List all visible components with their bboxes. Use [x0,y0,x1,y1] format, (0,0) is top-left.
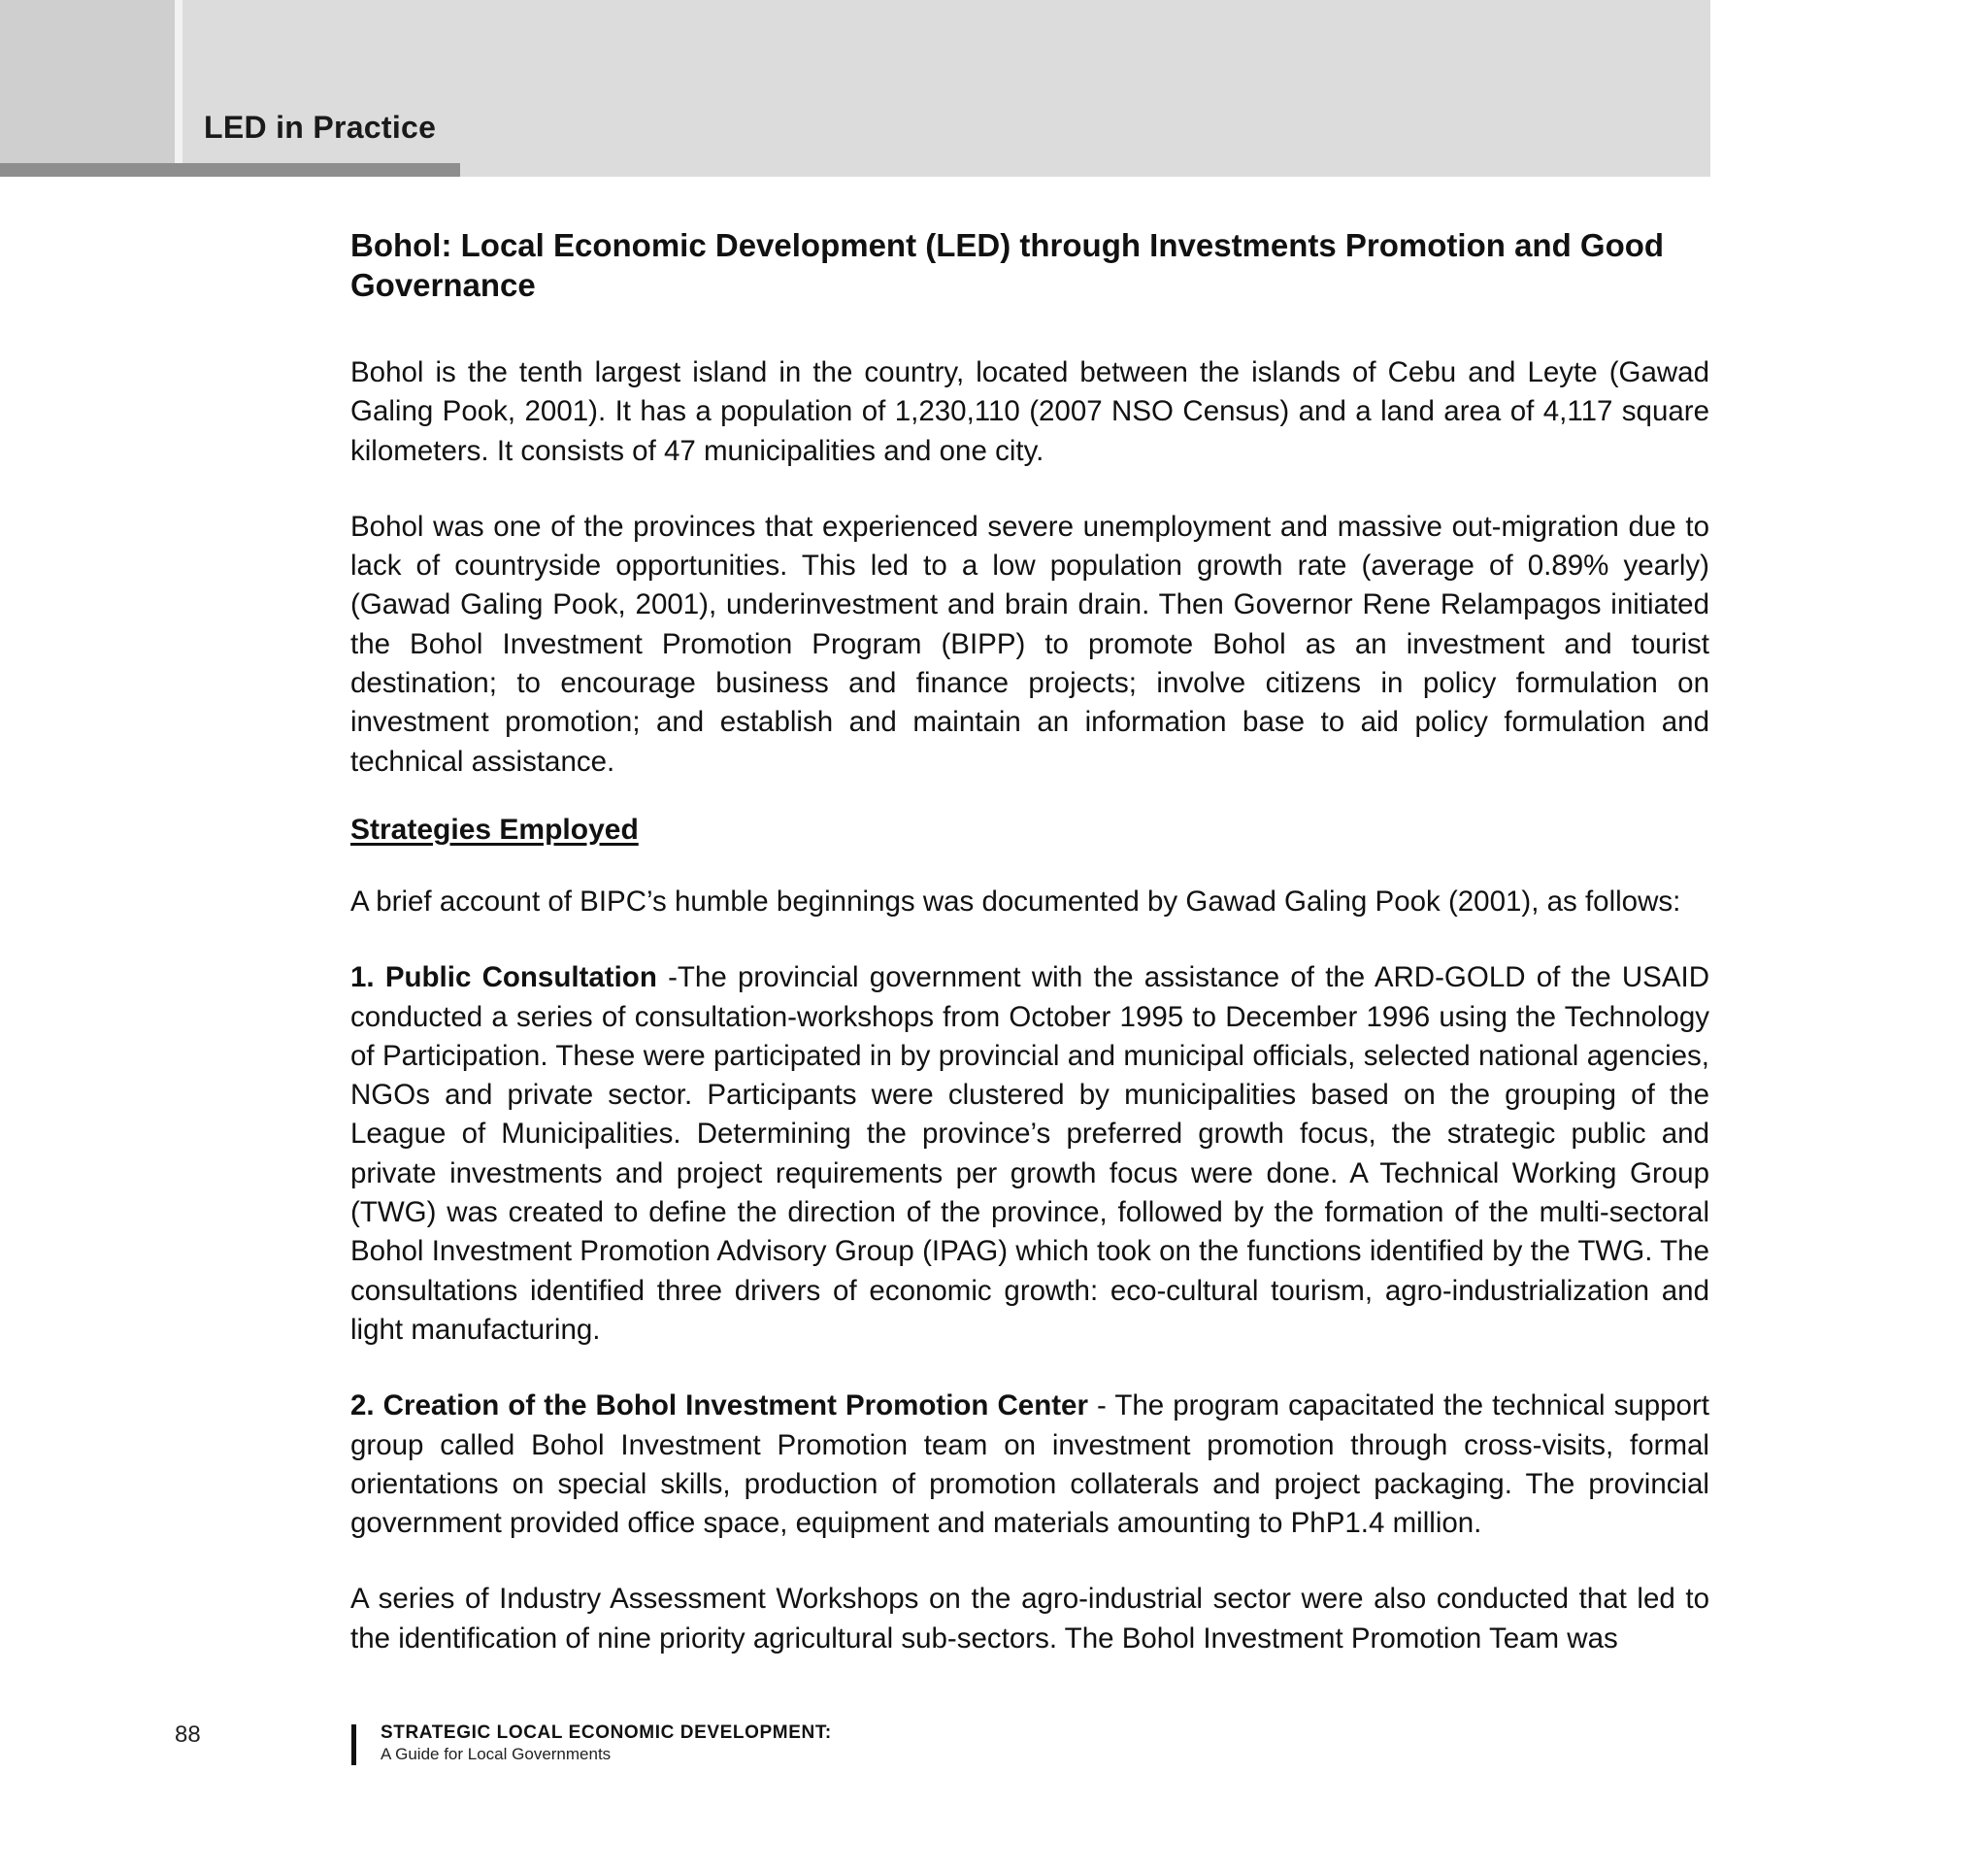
article-title: Bohol: Local Economic Development (LED) through Investments Promotion and Good Governance [350,227,1665,303]
footer-book-title: STRATEGIC LOCAL ECONOMIC DEVELOPMENT: [381,1722,832,1743]
page-number: 88 [175,1722,201,1748]
article-body [350,225,1709,1695]
list-item-lead: 2. Creation of the Bohol Investment Promotion Center [350,1389,1088,1422]
paragraph-industry-assessment: A series of Industry Assessment Workshops on the agro-industrial sector were also conducted that led to the identification of nine priority agricultural sub-sectors. The Bohol Investment Promotion Team was [350,1583,1709,1655]
footer-book-subtitle: A Guide for Local Governments [381,1745,612,1763]
list-item-lead: 1. Public Consultation [350,961,657,994]
header-band [0,0,1710,177]
section-label: LED in Practice [204,110,437,145]
list-item-promotion-center [350,1387,1709,1543]
paragraph-intro-geography: Bohol is the tenth largest island in the country, located between the islands of Cebu and Leyte (Gawad Galing Pook, 2001). It has a population of 1,230,110 (2007 NSO Census) and a land area of 4,117 square kilometers. It consists of 47 municipalities and one city. [350,356,1709,467]
list-item-public-consultation [350,958,1709,1350]
list-item-text: - The program capacitated the technical support group called Bohol Investment Promotion team on investment promotion through cross-visits, formal orientations on special skills, production of promotion collaterals and project packaging. The provincial government provided office space, equipment and materials amounting to PhP1.4 million. [350,1389,1709,1540]
footer-divider-bar [351,1724,356,1765]
header-divider [175,0,182,177]
header-side-block [0,0,175,177]
header-underbar [0,163,460,177]
paragraph-background: Bohol was one of the provinces that experienced severe unemployment and massive out-migration due to lack of countryside opportunities. This led to a low population growth rate (average of 0.89% yearly) (Gawad Galing Pook, 2001), underinvestment and brain drain. Then Governor Rene Relampagos initiated the Bohol Investment Promotion Program (BIPP) to promote Bohol as an investment and tourist destination; to encourage business and finance projects; involve citizens in policy formulation on investment promotion; and establish and maintain an information base to aid policy formulation and technical assistance. [350,510,1709,778]
paragraph-strategies-intro: A brief account of BIPC’s humble beginnings was documented by Gawad Galing Pook (2001), as follows: [350,885,1681,918]
section-heading: Strategies Employed [350,813,639,846]
list-item-text: -The provincial government with the assistance of the ARD-GOLD of the USAID conducted a series of consultation-workshops from October 1995 to December 1996 using the Technology of Participation. These were participated in by provincial and municipal officials, selected national agencies, NGOs and private sector. Participants were clustered by municipalities based on the grouping of the League of Municipalities. Determining the province’s preferred growth focus, the strategic public and private investments and project requirements per growth focus were done. A Technical Working Group (TWG) was created to define the direction of the province, followed by the formation of the multi-sectoral Bohol Investment Promotion Advisory Group (IPAG) which took on the functions identified by the TWG. The consultations identified three drivers of economic growth: eco-cultural tourism, agro-industrialization and light manufacturing. [350,961,1709,1346]
